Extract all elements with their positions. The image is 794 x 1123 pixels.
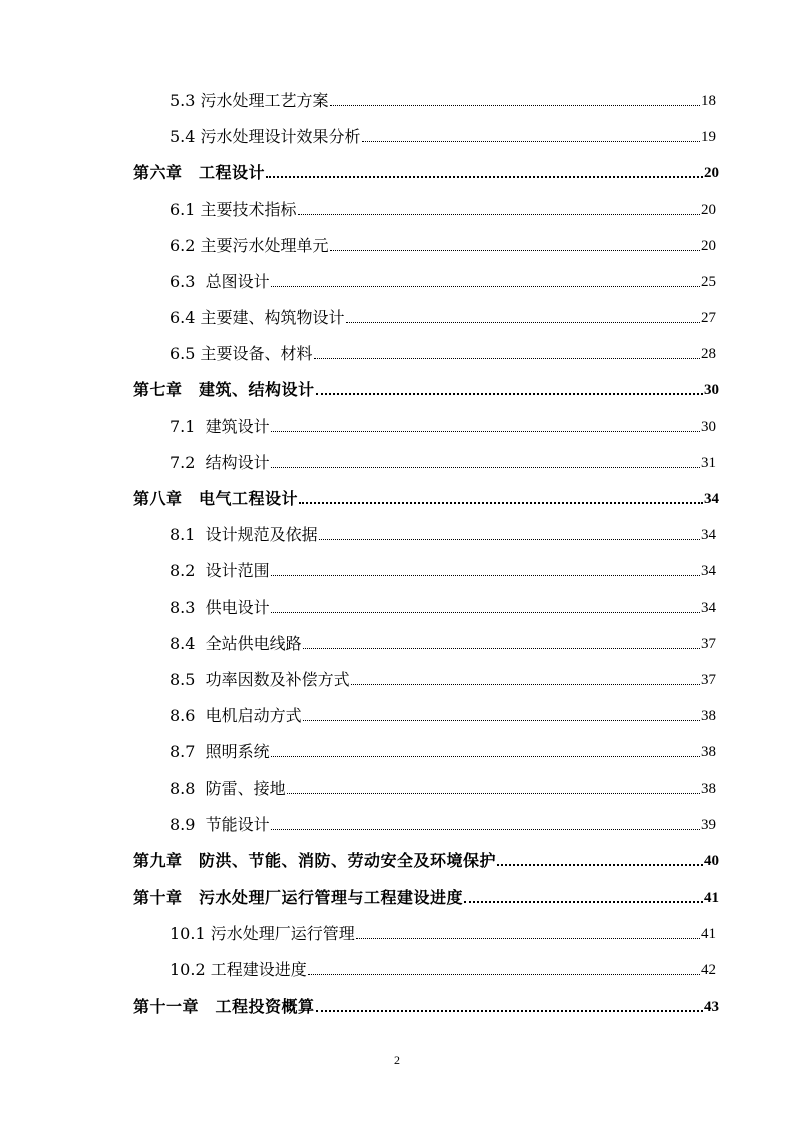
dot-leader — [271, 829, 700, 830]
toc-chapter-entry[interactable] — [133, 851, 719, 871]
toc-entry-title: 7.2 结构设计 — [170, 453, 270, 472]
toc-entry-page: 38 — [701, 744, 716, 760]
dot-leader — [303, 648, 700, 649]
dot-leader — [316, 393, 703, 395]
toc-entry-page: 38 — [701, 781, 716, 797]
toc-entry-page: 41 — [701, 926, 716, 942]
toc-chapter-entry[interactable] — [133, 888, 719, 908]
toc-chapter-entry[interactable] — [133, 380, 719, 400]
toc-chapter-title: 第七章 建筑、结构设计 — [133, 380, 315, 399]
toc-entry[interactable] — [170, 742, 716, 762]
toc-entry-title: 10.2 工程建设进度 — [170, 960, 307, 979]
toc-entry-title: 8.3 供电设计 — [170, 598, 270, 617]
toc-entry[interactable] — [170, 272, 716, 292]
toc-entry-page: 28 — [701, 346, 716, 362]
page-number: 2 — [394, 1053, 400, 1067]
toc-entry-page: 34 — [701, 563, 716, 579]
toc-entry[interactable] — [170, 960, 716, 980]
toc-entry[interactable] — [170, 308, 716, 328]
dot-leader — [351, 684, 700, 685]
toc-entry-page: 19 — [701, 129, 716, 145]
toc-chapter-title: 第六章 工程设计 — [133, 163, 266, 182]
toc-entry-page: 30 — [701, 419, 716, 435]
toc-chapter-page: 40 — [704, 853, 719, 869]
toc-entry-title: 8.1 设计规范及依据 — [170, 525, 318, 544]
dot-leader — [271, 575, 700, 576]
toc-entry-title: 6.5 主要设备、材料 — [170, 344, 313, 363]
dot-leader — [271, 467, 700, 468]
toc-entry-title: 8.9 节能设计 — [170, 815, 270, 834]
toc-entry-page: 31 — [701, 455, 716, 471]
toc-chapter-page: 20 — [704, 165, 719, 181]
dot-leader — [356, 938, 700, 939]
toc-chapter-entry[interactable] — [133, 163, 719, 183]
toc-chapter-page: 34 — [704, 491, 719, 507]
dot-leader — [303, 720, 700, 721]
toc-entry[interactable] — [170, 670, 716, 690]
toc-chapter-page: 41 — [704, 890, 719, 906]
dot-leader — [298, 214, 700, 215]
toc-chapter-title: 第十章 污水处理厂运行管理与工程建设进度 — [133, 888, 464, 907]
toc-entry-title: 6.4 主要建、构筑物设计 — [170, 308, 345, 327]
toc-entry-title: 7.1 建筑设计 — [170, 417, 270, 436]
toc-entry[interactable] — [170, 706, 716, 726]
toc-entry[interactable] — [170, 236, 716, 256]
toc-entry[interactable] — [170, 417, 716, 437]
toc-entry-title: 8.2 设计范围 — [170, 561, 270, 580]
toc-entry-page: 34 — [701, 527, 716, 543]
toc-entry-page: 18 — [701, 93, 716, 109]
toc-entry-title: 8.6 电机启动方式 — [170, 706, 302, 725]
dot-leader — [346, 322, 700, 323]
dot-leader — [266, 176, 703, 178]
toc-entry-page: 37 — [701, 672, 716, 688]
toc-entry[interactable] — [170, 127, 716, 147]
toc-entry-title: 8.7 照明系统 — [170, 742, 270, 761]
toc-entry-title: 5.3 污水处理工艺方案 — [170, 91, 329, 110]
dot-leader — [271, 286, 700, 287]
toc-entry[interactable] — [170, 815, 716, 835]
dot-leader — [287, 793, 700, 794]
toc-chapter-entry[interactable] — [133, 997, 719, 1017]
toc-entry[interactable] — [170, 453, 716, 473]
toc-entry[interactable] — [170, 561, 716, 581]
toc-entry-title: 10.1 污水处理厂运行管理 — [170, 924, 355, 943]
toc-entry-page: 42 — [701, 962, 716, 978]
toc-entry-page: 20 — [701, 202, 716, 218]
toc-entry-page: 39 — [701, 817, 716, 833]
dot-leader — [299, 502, 703, 504]
dot-leader — [271, 756, 700, 757]
toc-entry-title: 8.8 防雷、接地 — [170, 779, 286, 798]
toc-entry-title: 8.4 全站供电线路 — [170, 634, 302, 653]
toc-entry[interactable] — [170, 924, 716, 944]
toc-chapter-title: 第十一章 工程投资概算 — [133, 997, 315, 1016]
toc-entry-page: 27 — [701, 310, 716, 326]
toc-entry-title: 5.4 污水处理设计效果分析 — [170, 127, 361, 146]
toc-entry-title: 6.2 主要污水处理单元 — [170, 236, 329, 255]
dot-leader — [330, 250, 700, 251]
toc-entry-page: 37 — [701, 636, 716, 652]
toc-chapter-page: 43 — [704, 999, 719, 1015]
toc-entry[interactable] — [170, 779, 716, 799]
toc-entry[interactable] — [170, 91, 716, 111]
toc-chapter-page: 30 — [704, 382, 719, 398]
toc-entry[interactable] — [170, 634, 716, 654]
dot-leader — [308, 974, 700, 975]
toc-entry[interactable] — [170, 344, 716, 364]
dot-leader — [319, 539, 700, 540]
dot-leader — [271, 431, 700, 432]
toc-entry-page: 38 — [701, 708, 716, 724]
toc-entry-title: 8.5 功率因数及补偿方式 — [170, 670, 350, 689]
toc-entry-page: 25 — [701, 274, 716, 290]
dot-leader — [316, 1010, 703, 1012]
toc-entry[interactable] — [170, 525, 716, 545]
toc-chapter-title: 第八章 电气工程设计 — [133, 489, 299, 508]
dot-leader — [464, 901, 703, 903]
dot-leader — [497, 864, 703, 866]
toc-chapter-entry[interactable] — [133, 489, 719, 509]
toc-entry-title: 6.3 总图设计 — [170, 272, 270, 291]
toc-entry-page: 20 — [701, 238, 716, 254]
toc-entry-title: 6.1 主要技术指标 — [170, 200, 297, 219]
toc-entry[interactable] — [170, 598, 716, 618]
toc-chapter-title: 第九章 防洪、节能、消防、劳动安全及环境保护 — [133, 851, 497, 870]
dot-leader — [271, 612, 700, 613]
dot-leader — [362, 141, 700, 142]
toc-entry[interactable] — [170, 200, 716, 220]
toc-entry-page: 34 — [701, 600, 716, 616]
dot-leader — [314, 358, 700, 359]
dot-leader — [330, 105, 700, 106]
